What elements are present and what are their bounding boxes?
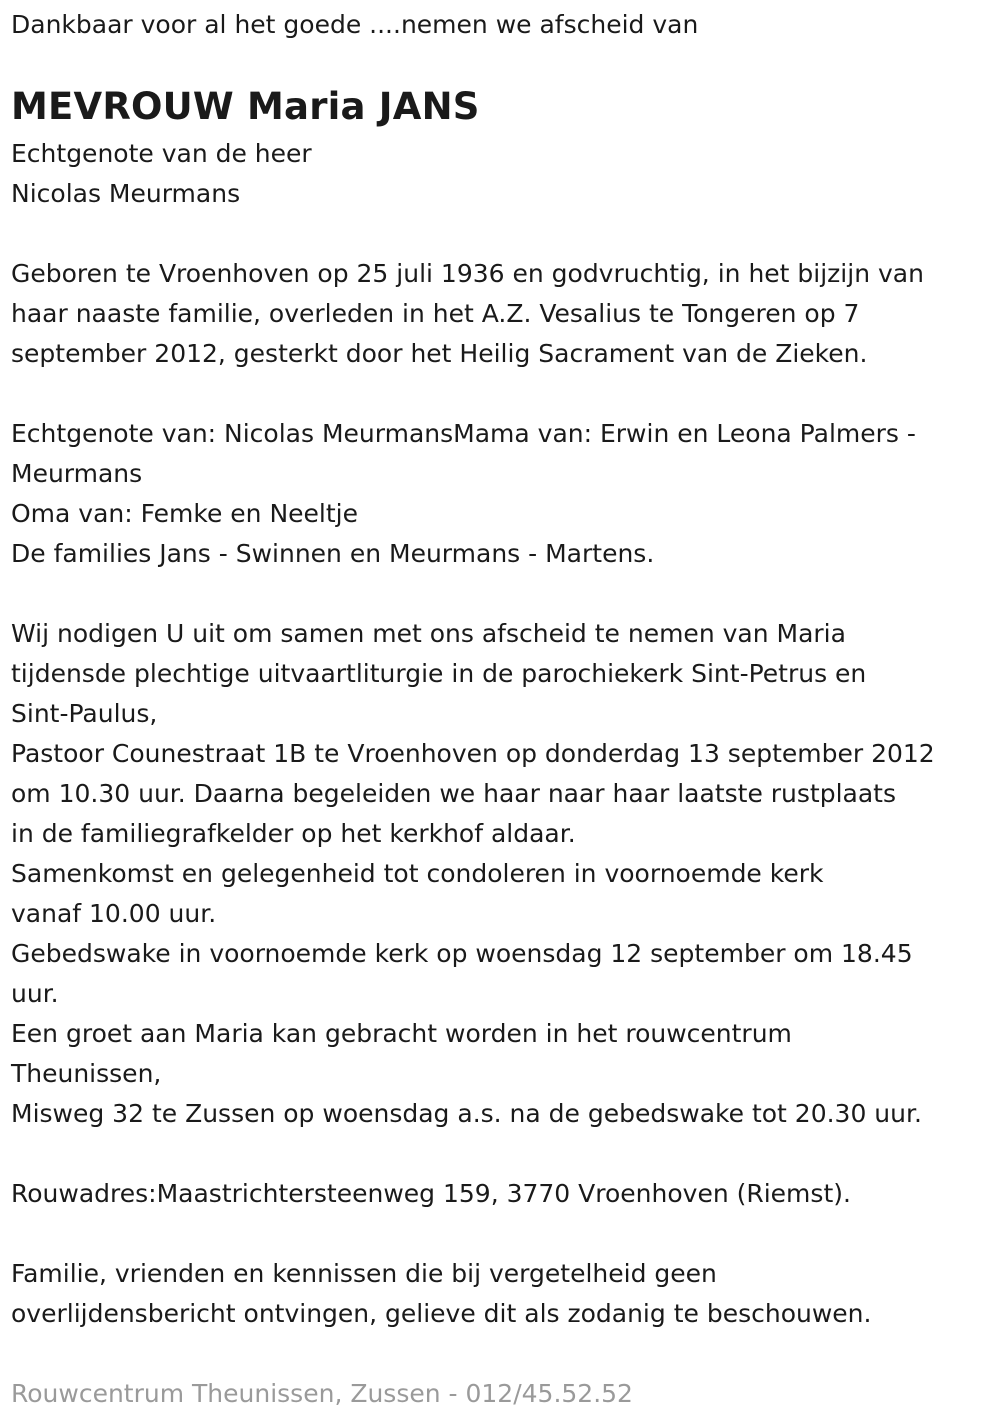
closing-line: Familie, vrienden en kennissen die bij vergetelheid geen [11, 1259, 717, 1288]
spouse-line: Echtgenote van de heer [11, 139, 312, 168]
family-line: De families Jans - Swinnen en Meurmans - Martens. [11, 539, 655, 568]
birth-death-line: september 2012, gesterkt door het Heilig Sacrament van de Zieken. [11, 339, 868, 368]
family-line: Meurmans [11, 459, 143, 488]
closing-line: overlijdensbericht ontvingen, gelieve dit als zodanig te beschouwen. [11, 1299, 872, 1328]
intro-text: Dankbaar voor al het goede ....nemen we afscheid van [11, 10, 699, 39]
service-line: Theunissen, [11, 1059, 162, 1088]
closing-section [11, 1254, 871, 1334]
birth-death-line: haar naaste familie, overleden in het A.Z. Vesalius te Tongeren op 7 [11, 299, 860, 328]
service-line: in de familiegrafkelder op het kerkhof aldaar. [11, 819, 576, 848]
service-line: Pastoor Counestraat 1B te Vroenhoven op donderdag 13 september 2012 [11, 739, 935, 768]
service-line: vanaf 10.00 uur. [11, 899, 217, 928]
service-line: Een groet aan Maria kan gebracht worden in het rouwcentrum [11, 1019, 792, 1048]
family-line: Oma van: Femke en Neeltje [11, 499, 358, 528]
spouse-section [11, 134, 312, 214]
mourning-address-section [11, 1174, 851, 1214]
service-line: Misweg 32 te Zussen op woensdag a.s. na de gebedswake tot 20.30 uur. [11, 1099, 922, 1128]
service-line: tijdensde plechtige uitvaartliturgie in de parochiekerk Sint-Petrus en [11, 659, 867, 688]
service-line: Samenkomst en gelegenheid tot condoleren in voornoemde kerk [11, 859, 824, 888]
funeral-home-footer: Rouwcentrum Theunissen, Zussen - 012/45.52.52 [11, 1379, 633, 1408]
deceased-name: MEVROUW Maria JANS [11, 85, 480, 128]
birth-death-line: Geboren te Vroenhoven op 25 juli 1936 en godvruchtig, in het bijzijn van [11, 259, 924, 288]
service-line: uur. [11, 979, 59, 1008]
service-line: om 10.30 uur. Daarna begeleiden we haar naar haar laatste rustplaats [11, 779, 897, 808]
family-section [11, 414, 916, 574]
mourning-address: Rouwadres:Maastrichtersteenweg 159, 3770 Vroenhoven (Riemst). [11, 1179, 851, 1208]
birth-death-section [11, 254, 924, 374]
funeral-service-section [11, 614, 935, 1134]
service-line: Wij nodigen U uit om samen met ons afscheid te nemen van Maria [11, 619, 846, 648]
service-line: Sint-Paulus, [11, 699, 158, 728]
spouse-line: Nicolas Meurmans [11, 179, 241, 208]
service-line: Gebedswake in voornoemde kerk op woensdag 12 september om 18.45 [11, 939, 913, 968]
family-line: Echtgenote van: Nicolas MeurmansMama van: Erwin en Leona Palmers - [11, 419, 916, 448]
